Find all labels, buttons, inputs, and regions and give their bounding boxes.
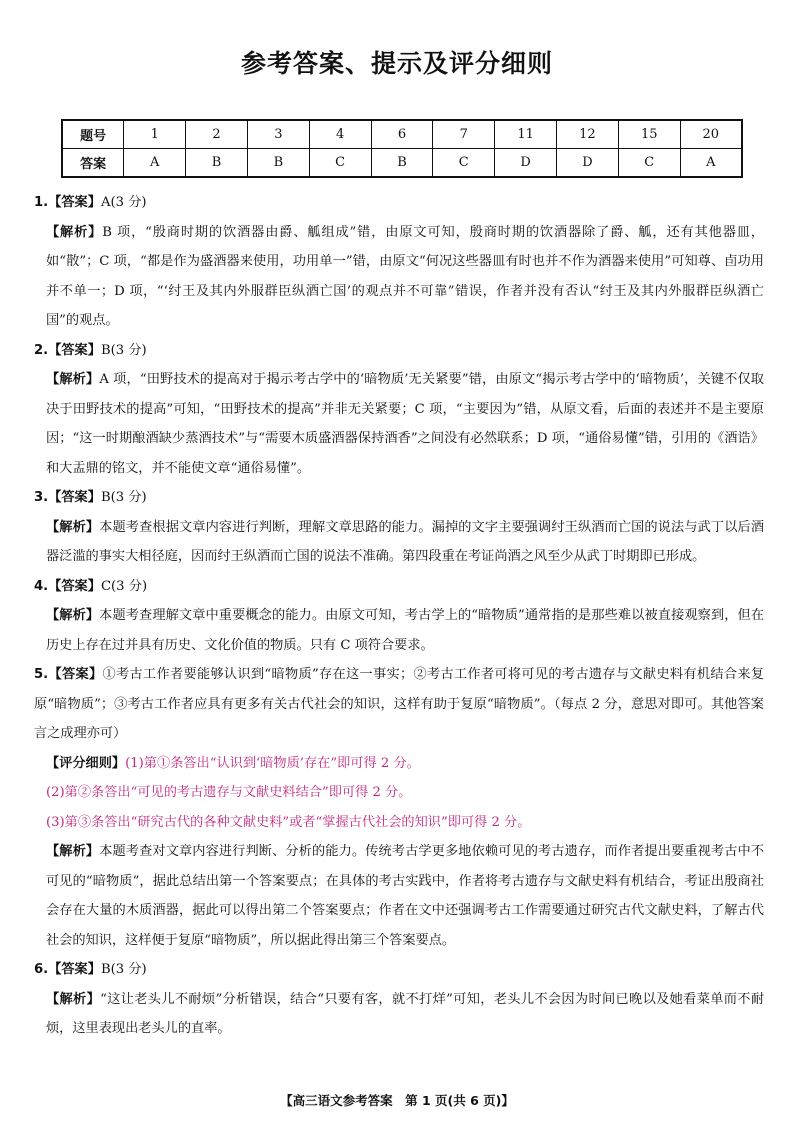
q2-answer-line bbox=[34, 336, 764, 366]
answer-row bbox=[62, 149, 742, 178]
question-number: 4. bbox=[34, 578, 49, 594]
answer-value: A(3 分) bbox=[100, 195, 147, 210]
table-cell: D bbox=[557, 149, 619, 178]
question-number: 3. bbox=[34, 490, 49, 505]
table-cell: B bbox=[247, 149, 309, 178]
analysis-tag: 【解析】 bbox=[46, 519, 100, 535]
answer-content bbox=[34, 188, 764, 1044]
analysis-text: A 项，“田野技术的提高对于揭示考古学中的‘暗物质’无关紧要”错，由原文“揭示考古学中的‘暗物质’，关键不仅取决于田野技术的提高”可知，“田野技术的提高”并非无关紧要；C 项，“主要因为”错，从原文看，后面的表述并不是主要原因；“这一时期酿酒缺少蒸酒技术”与“需要木质盛酒器保持酒香”之间没有必然联系；D 项，“通俗易懂”错，引用的《酒诰》和大盂鼎的铭文，并不能使文章“通俗易懂”。 bbox=[46, 372, 764, 476]
question-number: 2. bbox=[34, 342, 49, 358]
analysis-text: 本题考查理解文章中重要概念的能力。由原文可知，考古学上的“暗物质”通常指的是那些难以被直接观察到，但在历史上存在过并具有历史、文化价值的物质。只有 C 项符合要求。 bbox=[46, 608, 765, 653]
q6-analysis bbox=[34, 985, 764, 1044]
table-cell: 12 bbox=[557, 120, 619, 149]
analysis-tag: 【解析】 bbox=[46, 844, 100, 859]
q4-analysis bbox=[34, 601, 764, 660]
table-cell: A bbox=[680, 149, 742, 178]
answer-tag: 【答案】 bbox=[48, 962, 101, 977]
answer-value: C(3 分) bbox=[100, 578, 148, 594]
q1-analysis bbox=[34, 218, 764, 336]
analysis-tag: 【解析】 bbox=[46, 224, 103, 240]
table-cell: 4 bbox=[309, 120, 371, 149]
answer-table bbox=[61, 119, 743, 178]
page-footer: 【高三语文参考答案 第 1 页(共 6 页)】 bbox=[280, 1093, 514, 1108]
table-cell: 11 bbox=[495, 120, 557, 149]
q1-answer-line bbox=[34, 188, 764, 218]
question-number: 6. bbox=[34, 962, 49, 977]
table-cell: B bbox=[186, 149, 248, 178]
table-cell: C bbox=[618, 149, 680, 178]
question-number-row bbox=[62, 120, 742, 149]
q2-analysis bbox=[34, 365, 764, 483]
q5-scoring-1 bbox=[34, 749, 764, 779]
question-number: 1. bbox=[34, 195, 49, 210]
table-cell: B bbox=[371, 149, 433, 178]
table-cell: 20 bbox=[680, 120, 742, 149]
table-cell: 2 bbox=[186, 120, 248, 149]
analysis-text: 本题考查对文章内容进行判断、分析的能力。传统考古学更多地依赖可见的考古遗存，而作者提出要重视考古中不可见的“暗物质”，据此总结出第一个答案要点；在具体的考古实践中，作者将考古遗存与文献史料有机结合，考证出殷商社会存在大量的木质酒器，据此可以得出第二个答案要点；作者在文中还强调考古工作需要通过研究古代文献史料，了解古代社会的知识，这样便于复原“暗物质”，所以据此得出第三个答案要点。 bbox=[46, 844, 765, 948]
table-cell: 3 bbox=[247, 120, 309, 149]
answer-tag: 【答案】 bbox=[48, 195, 101, 210]
table-cell: C bbox=[433, 149, 495, 178]
analysis-text: 本题考查根据文章内容进行判断，理解文章思路的能力。漏掉的文字主要强调纣王纵酒而亡国的说法与武丁以后酒器泛滥的事实大相径庭，因而纣王纵酒而亡国的说法不准确。第四段重在考证尚酒之风至少从武丁时期即已形成。 bbox=[46, 519, 765, 564]
analysis-tag: 【解析】 bbox=[46, 372, 100, 387]
q5-scoring-3: (3)第③条答出“研究古代的各种文献史料”或者“掌握古代社会的知识”即可得 2 分。 bbox=[46, 814, 531, 830]
row-label: 题号 bbox=[62, 120, 124, 149]
row-label: 答案 bbox=[62, 149, 124, 178]
answer-value: B(3 分) bbox=[100, 342, 147, 358]
analysis-tag: 【解析】 bbox=[46, 991, 101, 1007]
table-cell: 1 bbox=[124, 120, 186, 149]
q6-answer-line bbox=[34, 955, 764, 985]
scoring-tag: 【评分细则】 bbox=[46, 755, 126, 771]
answer-tag: 【答案】 bbox=[48, 578, 101, 594]
analysis-tag: 【解析】 bbox=[46, 608, 100, 623]
table-cell: 15 bbox=[618, 120, 680, 149]
answer-value: B(3 分) bbox=[100, 490, 147, 505]
scoring-text: (1)第①条答出“认识到‘暗物质’存在”即可得 2 分。 bbox=[125, 755, 420, 771]
q5-scoring-2: (2)第②条答出“可见的考古遗存与文献史料结合”即可得 2 分。 bbox=[46, 785, 412, 800]
table-cell: 7 bbox=[433, 120, 495, 149]
analysis-text: “这让老头儿不耐烦”分析错误，结合“只要有客，就不打烊”可知，老头儿不会因为时间已晚以及她看菜单而不耐烦，这里表现出老头儿的直率。 bbox=[46, 991, 765, 1036]
table-cell: A bbox=[124, 149, 186, 178]
table-cell: 6 bbox=[371, 120, 433, 149]
question-number: 5. bbox=[34, 667, 49, 682]
answer-tag: 【答案】 bbox=[48, 490, 101, 505]
q3-answer-line bbox=[34, 483, 764, 513]
table-cell: C bbox=[309, 149, 371, 178]
q5-analysis bbox=[34, 837, 764, 955]
q5-answer bbox=[34, 660, 764, 749]
analysis-text: B 项，“殷商时期的饮酒器由爵、觚组成”错，由原文可知，殷商时期的饮酒器除了爵、觚，还有其他器皿，如“散”；C 项，“都是作为盛酒器来使用，功用单一”错，由原文“何况这些器皿有时也并不作为酒器来使用”可知尊、卣功用并不单一；D 项，“‘纣王及其内外服群臣纵酒亡国’的观点并不可靠”错误，作者并没有否认“纣王及其内外服群臣纵酒亡国”的观点。 bbox=[46, 224, 765, 328]
answer-tag: 【答案】 bbox=[48, 342, 101, 358]
answer-tag: 【答案】 bbox=[48, 667, 103, 682]
q3-analysis bbox=[34, 513, 764, 572]
page-title: 参考答案、提示及评分细则 bbox=[240, 49, 553, 78]
answer-value: B(3 分) bbox=[100, 962, 147, 977]
q4-answer-line bbox=[34, 572, 764, 602]
answer-value: ①考古工作者要能够认识到“暗物质”存在这一事实；②考古工作者可将可见的考古遗存与文献史料有机结合来复原“暗物质”；③考古工作者应具有更多有关古代社会的知识，这样有助于复原“暗物质”。（每点 2 分，意思对即可。其他答案言之成理亦可） bbox=[34, 667, 765, 741]
table-cell: D bbox=[495, 149, 557, 178]
